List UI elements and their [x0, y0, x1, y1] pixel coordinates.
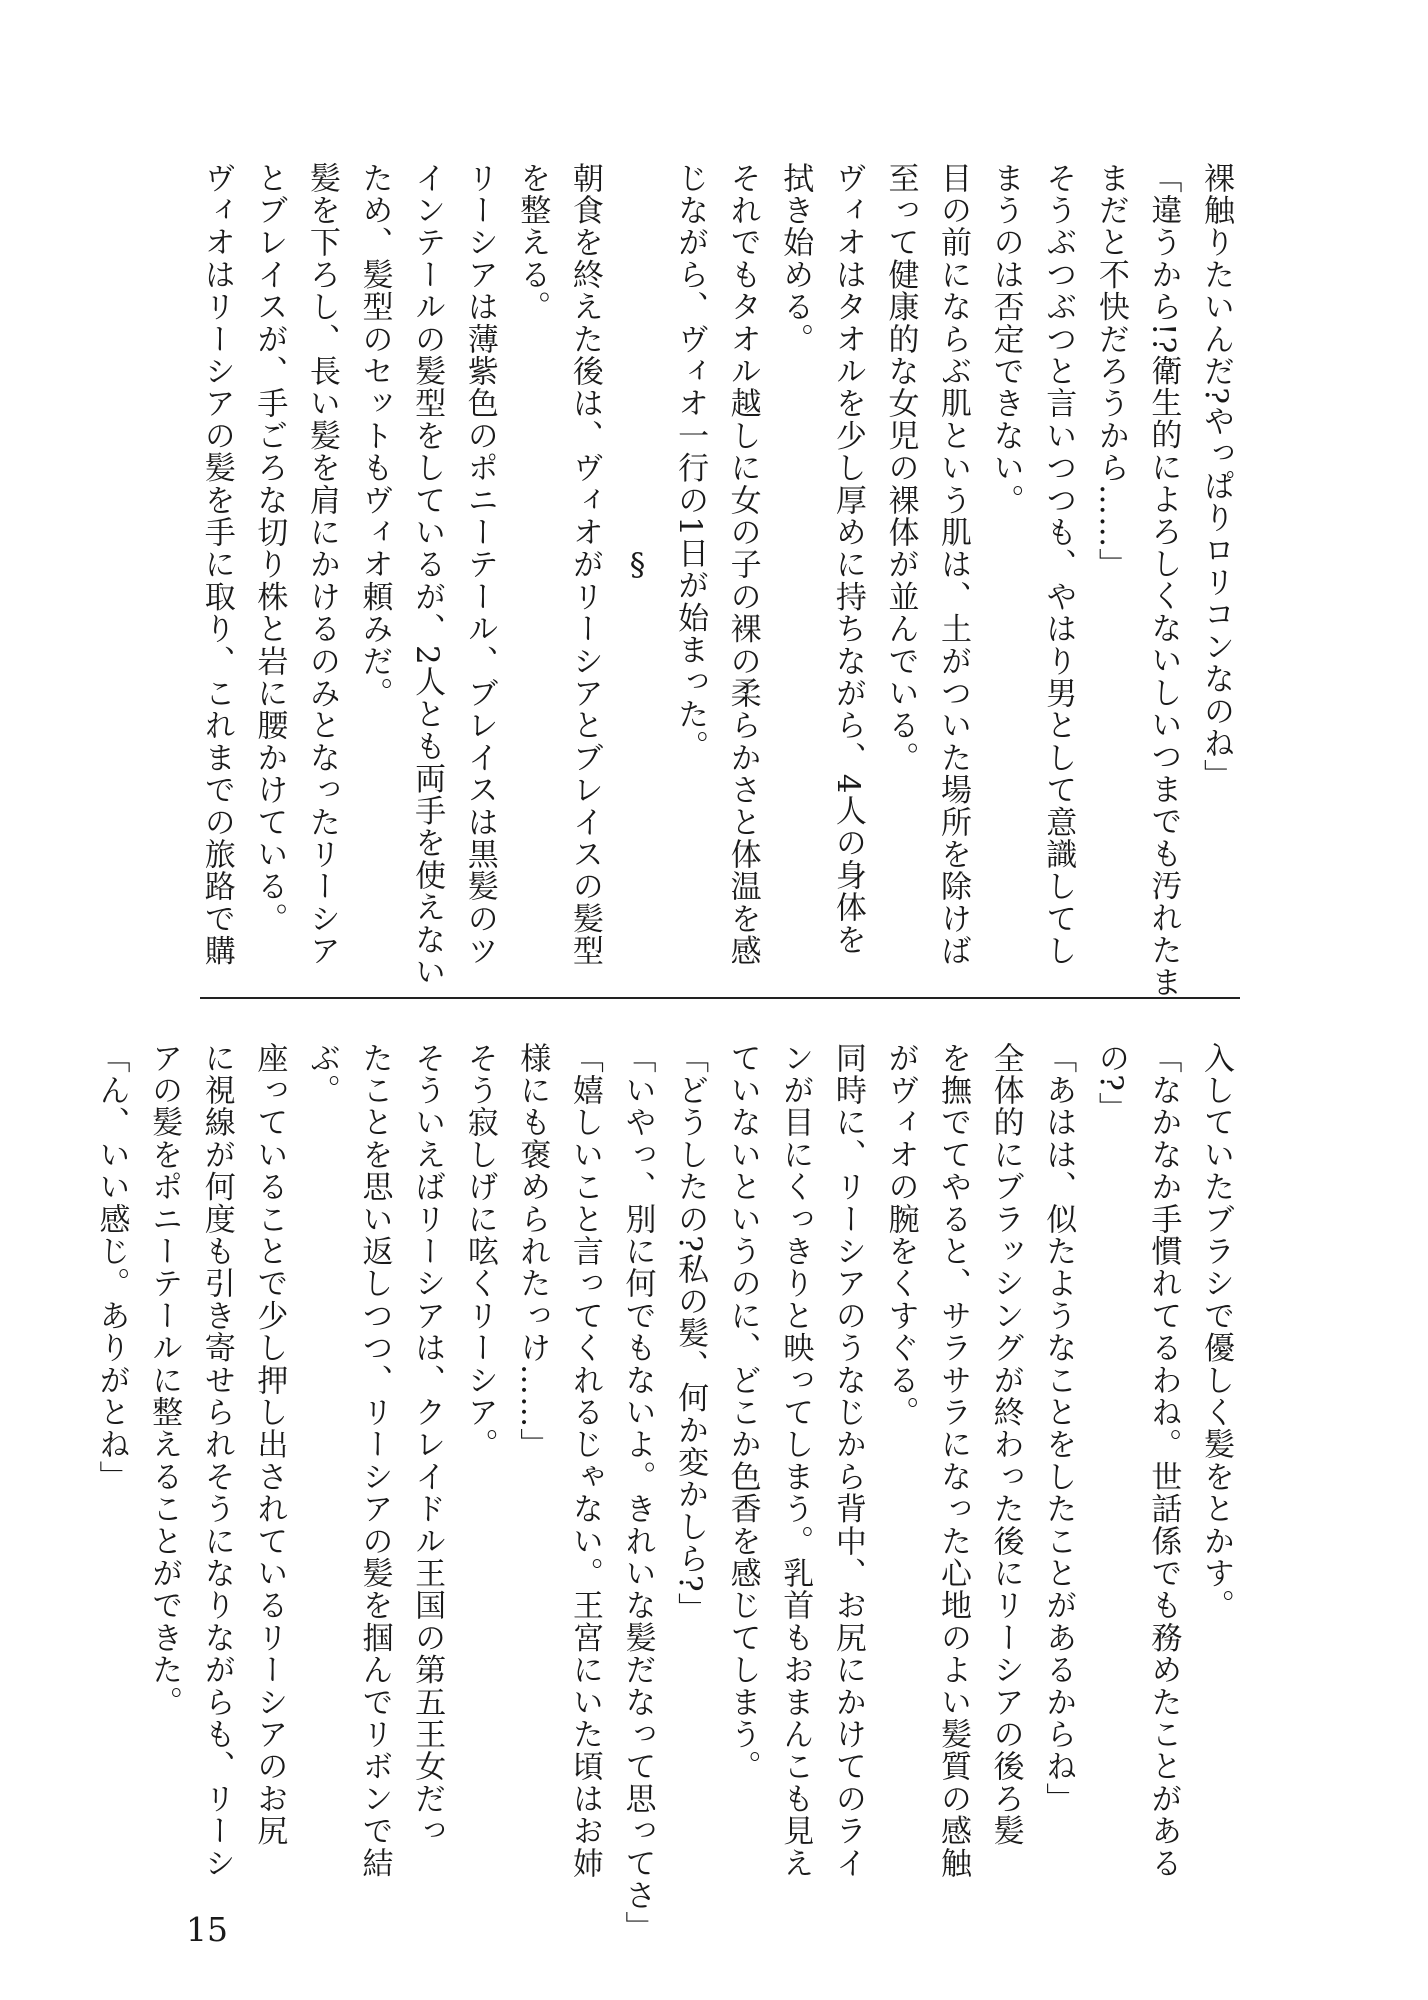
text-line: じながら、ヴィオ一行の1日が始まった。 — [672, 162, 709, 763]
text-line: 様にも褒められたっけ……」 — [514, 1042, 551, 1461]
text-line: まうのは否定できない。 — [987, 162, 1024, 517]
text-line: 「ん、いい感じ。ありがとね」 — [93, 1042, 130, 1493]
text-line: 目の前にならぶ肌という肌は、土がついた場所を除けば — [935, 162, 972, 967]
text-line: 「いやっ、別に何でもないよ。きれいな髪だなって思ってさ」 — [619, 1042, 656, 1944]
text-line: 「違うから!?衛生的によろしくないしいつまでも汚れたま — [1145, 162, 1182, 999]
text-line: そうぶつぶつと言いつつも、やはり男として意識してし — [1040, 162, 1077, 967]
text-line: 入していたブラシで優しく髪をとかす。 — [1198, 1042, 1234, 1622]
text-line: の?」 — [1092, 1042, 1129, 1125]
text-line: を整える。 — [514, 162, 551, 323]
text-line: 拭き始める。 — [777, 162, 814, 356]
upper-text-block — [198, 162, 1242, 999]
text-line: を撫でてやると、サラサラになった心地のよい髪質の感触 — [935, 1042, 972, 1880]
text-line: たことを思い返しつつ、リーシアの髪を掴んでリボンで結 — [356, 1042, 393, 1880]
text-line: 朝食を終えた後は、ヴィオがリーシアとブレイスの髪型 — [566, 162, 603, 967]
text-line: ヴィオはリーシアの髪を手に取り、これまでの旅路で購 — [198, 162, 235, 967]
text-line: そういえばリーシアは、クレイドル王国の第五王女だっ — [409, 1042, 446, 1847]
text-line: 同時に、リーシアのうなじから背中、お尻にかけてのライ — [829, 1042, 866, 1880]
text-line: 「あはは、似たようなことをしたことがあるからね」 — [1040, 1042, 1077, 1815]
text-line: 「なかなか手慣れてるわね。世話係でも務めたことがある — [1145, 1042, 1182, 1880]
text-line: がヴィオの腕をくすぐる。 — [882, 1042, 919, 1429]
text-line: 「どうしたの?私の髪、何か変かしら?」 — [672, 1042, 709, 1626]
text-line: まだと不快だろうから……」 — [1092, 162, 1129, 581]
text-line: インテールの髪型をしているが、2人とも両手を使えない — [409, 162, 446, 988]
section-divider — [200, 997, 1240, 999]
text-line: に視線が何度も引き寄せられそうになりながらも、リーシ — [198, 1042, 235, 1880]
text-line: ンが目にくっきりと映ってしまう。乳首もおまんこも見え — [777, 1042, 814, 1880]
text-line: 座っていることで少し押し出されているリーシアのお尻 — [251, 1042, 288, 1847]
text-line: そう寂しげに呟くリーシア。 — [461, 1042, 498, 1461]
text-line: ぶ。 — [303, 1042, 340, 1107]
text-line: ため、髪型のセットもヴィオ頼みだ。 — [356, 162, 393, 710]
text-line: それでもタオル越しに女の子の裸の柔らかさと体温を感 — [724, 162, 761, 967]
text-line: 裸触りたいんだ?やっぱりロリコンなのね」 — [1198, 162, 1234, 792]
text-line: とブレイスが、手ごろな切り株と岩に腰かけている。 — [251, 162, 288, 935]
page-number: 15 — [186, 1910, 228, 1949]
text-line: アの髪をポニーテールに整えることができた。 — [146, 1042, 183, 1719]
section-mark: § — [619, 547, 656, 585]
text-line: 至って健康的な女児の裸体が並んでいる。 — [882, 162, 919, 774]
text-line: ヴィオはタオルを少し厚めに持ちながら、4人の身体を — [829, 162, 866, 956]
text-line: 全体的にブラッシングが終わった後にリーシアの後ろ髪 — [987, 1042, 1024, 1847]
text-line: ていないというのに、どこか色香を感じてしまう。 — [724, 1042, 761, 1783]
text-line: 「嬉しいこと言ってくれるじゃない。王宮にいた頃はお姉 — [566, 1042, 603, 1880]
text-line: 髪を下ろし、長い髪を肩にかけるのみとなったリーシア — [303, 162, 340, 967]
text-line: リーシアは薄紫色のポニーテール、ブレイスは黒髪のツ — [461, 162, 498, 967]
